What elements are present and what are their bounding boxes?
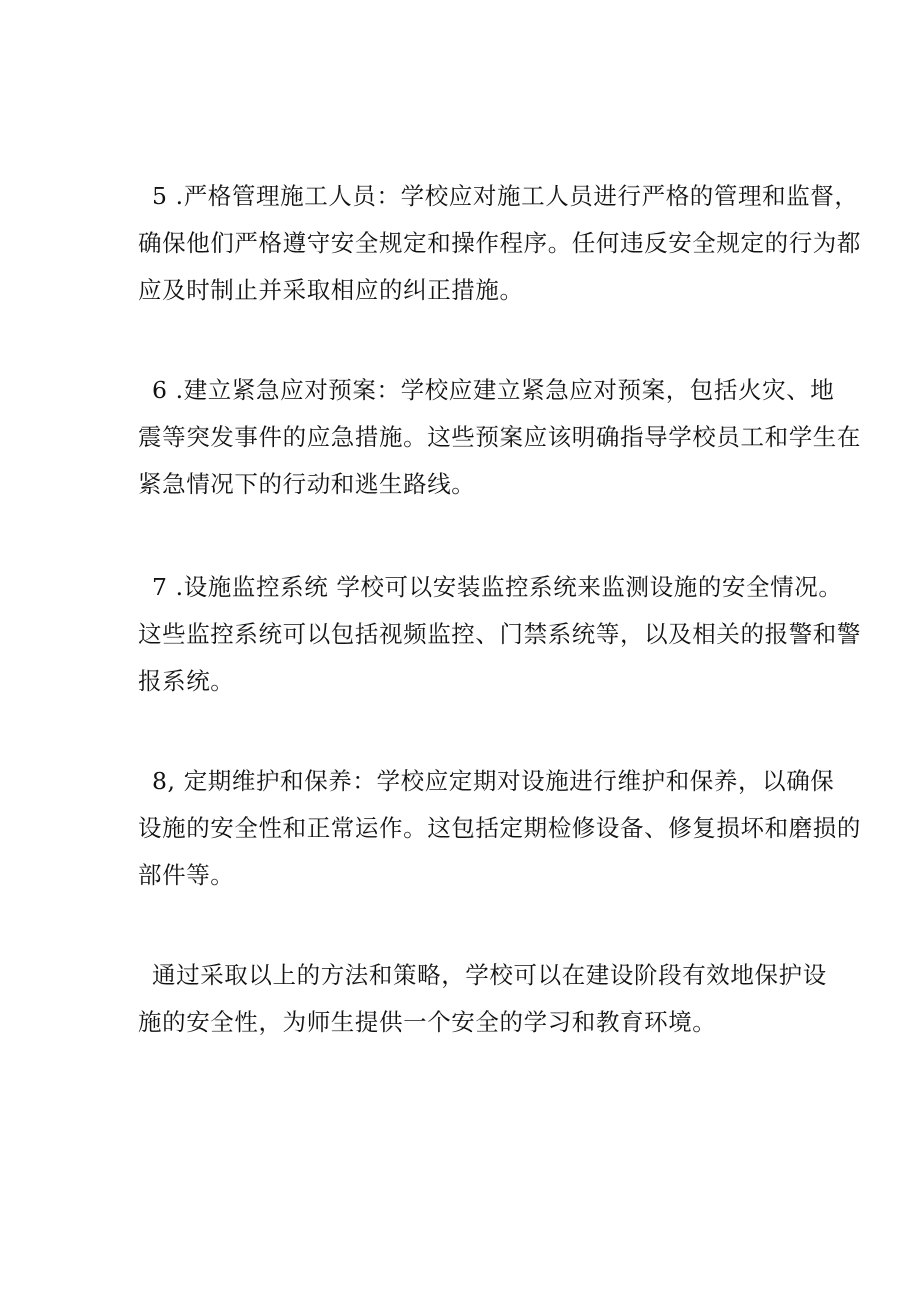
paragraph-line: 5 .严格管理施工人员：学校应对施工人员进行严格的管理和监督， [152,182,859,210]
paragraph-line: 这些监控系统可以包括视频监控、门禁系统等，以及相关的报警和警 [138,620,861,648]
paragraph-line: 报系统。 [138,667,235,695]
paragraph-line: 部件等。 [138,861,235,889]
paragraph-5-manage-workers [138,173,861,314]
paragraph-line: 6 .建立紧急应对预案：学校应建立紧急应对预案，包括火灾、地 [152,376,835,404]
paragraph-line: 7 .设施监控系统 学校可以安装监控系统来监测设施的安全情况。 [152,573,843,601]
paragraph-line: 设施的安全性和正常运作。这包括定期检修设备、修复损坏和磨损的 [138,814,861,842]
paragraph-line: 紧急情况下的行动和逃生路线。 [138,470,476,498]
paragraph-8-maintenance [138,758,861,899]
paragraph-line: 应及时制止并采取相应的纠正措施。 [138,276,524,304]
paragraph-line: 施的安全性，为师生提供一个安全的学习和教育环境。 [138,1008,717,1036]
paragraph-conclusion [138,952,838,1046]
paragraph-line: 8, 定期维护和保养：学校应定期对设施进行维护和保养，以确保 [152,767,835,795]
paragraph-line: 确保他们严格遵守安全规定和操作程序。任何违反安全规定的行为都 [138,229,861,257]
paragraph-6-emergency-plan [138,367,861,508]
paragraph-line: 震等突发事件的应急措施。这些预案应该明确指导学校员工和学生在 [138,423,861,451]
paragraph-line: 通过采取以上的方法和策略，学校可以在建设阶段有效地保护设 [152,961,827,989]
paragraph-7-monitoring-system [138,564,861,705]
